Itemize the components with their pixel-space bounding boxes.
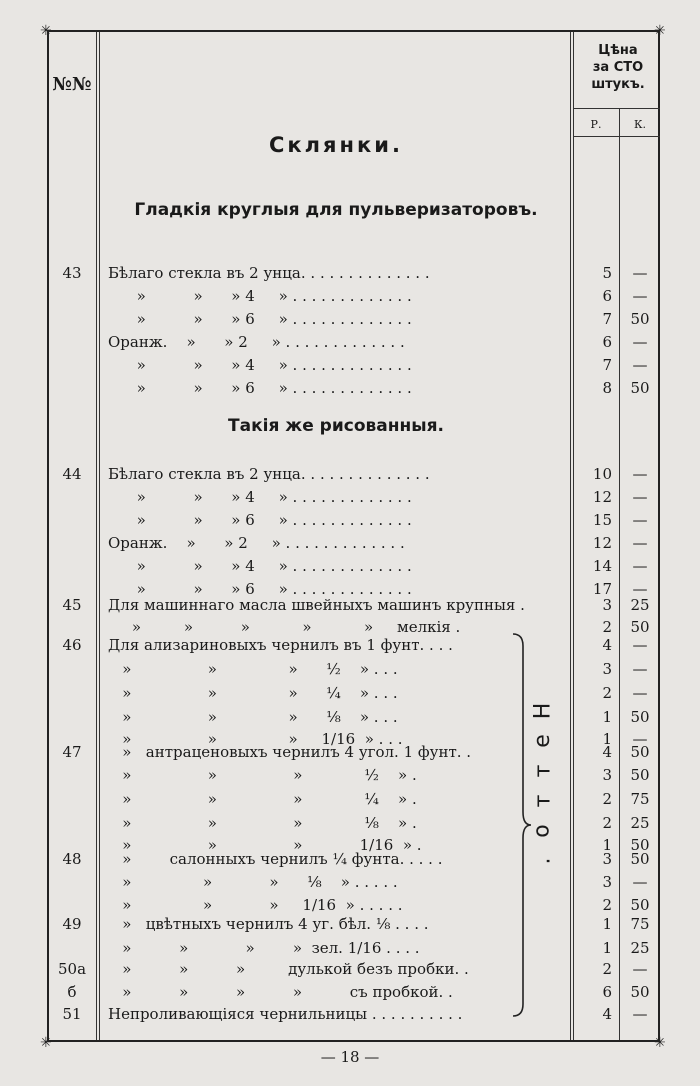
item-description: » » » ⅛ » . <box>108 814 417 832</box>
price-kopecks: — <box>632 488 648 506</box>
price-rubles: 3 <box>602 660 612 678</box>
item-description: » » » ¼ » . . . <box>108 684 398 702</box>
header-rule <box>574 108 660 109</box>
item-description: Бѣлаго стекла въ 2 унца. . . . . . . . . . . . . . <box>108 264 430 282</box>
item-description: » » » 6 » . . . . . . . . . . . . . <box>108 310 412 328</box>
price-rubles: 2 <box>602 896 612 914</box>
item-number: 46 <box>62 636 82 654</box>
price-rubles: 7 <box>602 310 612 328</box>
price-rubles: 2 <box>602 684 612 702</box>
corner-ornament-icon: ✳ <box>654 1035 666 1051</box>
table-row <box>48 634 660 656</box>
price-kopecks: — <box>632 287 648 305</box>
table-row <box>48 871 660 893</box>
price-rubles: 3 <box>602 873 612 891</box>
item-description: » » » 6 » . . . . . . . . . . . . . <box>108 511 412 529</box>
table-row <box>48 377 660 399</box>
price-rubles: 4 <box>602 1005 612 1023</box>
number-column-header: №№ <box>52 74 92 95</box>
item-description: » » » » зел. 1/16 . . . . <box>108 939 420 957</box>
page-title: Склянки. <box>269 133 403 157</box>
table-row <box>48 354 660 376</box>
item-description: » цвѣтныхъ чернилъ 4 уг. бѣл. ⅛ . . . . <box>108 915 429 933</box>
item-description: » » » 4 » . . . . . . . . . . . . . <box>108 287 412 305</box>
item-description: Непроливающіяся чернильницы . . . . . . . . . . <box>108 1005 463 1023</box>
netto-letter: т <box>529 764 555 778</box>
price-rubles: 14 <box>592 557 612 575</box>
item-number: 48 <box>62 850 82 868</box>
netto-letter: о <box>530 824 555 838</box>
item-description: » » » ⅛ » . . . <box>108 708 398 726</box>
table-row <box>48 848 660 870</box>
netto-letter: Н <box>529 702 555 720</box>
item-description: Для машиннаго масла швейныхъ машинъ крупныя . <box>108 596 525 614</box>
section-heading: Такія же рисованныя. <box>228 416 444 436</box>
item-description: » салонныхъ чернилъ ¼ фунта. . . . . <box>108 850 443 868</box>
item-description: » » » ½ » . <box>108 766 417 784</box>
price-rubles: 1 <box>602 939 612 957</box>
price-kopecks: 50 <box>630 836 650 854</box>
price-rubles: 1 <box>602 836 612 854</box>
price-rubles: 2 <box>602 790 612 808</box>
price-kopecks: 50 <box>630 743 650 761</box>
price-rubles: 3 <box>602 850 612 868</box>
table-row <box>48 981 660 1003</box>
price-rubles: 12 <box>592 488 612 506</box>
price-kopecks: 75 <box>630 915 650 933</box>
price-rubles: 1 <box>602 708 612 726</box>
price-rubles: 4 <box>602 636 612 654</box>
netto-letter: т <box>529 794 555 808</box>
item-number: 51 <box>62 1005 82 1023</box>
table-row <box>48 788 660 810</box>
header-rule <box>574 136 660 137</box>
table-row <box>48 764 660 786</box>
item-description: Для ализариновыхъ чернилъ въ 1 фунт. . . . <box>108 636 453 654</box>
netto-letter: . <box>530 857 555 865</box>
price-kopecks: 50 <box>630 708 650 726</box>
table-row <box>48 532 660 554</box>
table-row <box>48 937 660 959</box>
price-rubles: 10 <box>592 465 612 483</box>
item-description: » » » 6 » . . . . . . . . . . . . . <box>108 580 412 598</box>
price-kopecks: 50 <box>630 850 650 868</box>
table-row <box>48 285 660 307</box>
table-row <box>48 741 660 763</box>
table-row <box>48 262 660 284</box>
item-description: » » » 4 » . . . . . . . . . . . . . <box>108 488 412 506</box>
price-kopecks: — <box>632 465 648 483</box>
price-kopecks: — <box>632 730 648 748</box>
price-kopecks: — <box>632 511 648 529</box>
price-rubles: 5 <box>602 264 612 282</box>
item-number: 47 <box>62 743 82 761</box>
table-row <box>48 706 660 728</box>
item-number: 50а <box>57 960 87 978</box>
price-kopecks: — <box>632 356 648 374</box>
price-kopecks: 25 <box>630 939 650 957</box>
item-number: 49 <box>62 915 82 933</box>
price-header-line: за СТО <box>592 60 644 75</box>
netto-letter: е <box>529 734 555 748</box>
price-kopecks: 50 <box>630 896 650 914</box>
price-rubles: 8 <box>602 379 612 397</box>
price-rubles: 6 <box>602 333 612 351</box>
item-number: 43 <box>62 264 82 282</box>
price-kopecks: — <box>632 636 648 654</box>
price-kopecks: 50 <box>630 618 650 636</box>
price-kopecks: — <box>632 1005 648 1023</box>
price-rubles: 17 <box>592 580 612 598</box>
price-rubles: 15 <box>592 511 612 529</box>
price-kopecks: — <box>632 264 648 282</box>
table-row <box>48 812 660 834</box>
price-kopecks: — <box>632 580 648 598</box>
price-kopecks: 50 <box>630 379 650 397</box>
item-description: » » » ½ » . . . <box>108 660 398 678</box>
price-rubles: 2 <box>602 814 612 832</box>
page-number: — 18 — <box>320 1048 380 1066</box>
item-description: » » » 1/16 » . . . . . <box>108 896 403 914</box>
price-rubles: 12 <box>592 534 612 552</box>
item-description: Оранж. » » 2 » . . . . . . . . . . . . . <box>108 534 405 552</box>
item-description: » » » 1/16 » . <box>108 836 422 854</box>
item-description: » » » » съ пробкой. . <box>108 983 453 1001</box>
price-rubles: 3 <box>602 596 612 614</box>
rubles-subheader: Р. <box>590 118 602 131</box>
kopecks-subheader: К. <box>633 118 646 131</box>
corner-ornament-icon: ✳ <box>40 23 52 39</box>
corner-ornament-icon: ✳ <box>654 23 666 39</box>
corner-ornament-icon: ✳ <box>40 1035 52 1051</box>
item-description: Оранж. » » 2 » . . . . . . . . . . . . . <box>108 333 405 351</box>
price-kopecks: — <box>632 333 648 351</box>
table-row <box>48 682 660 704</box>
netto-side-note <box>529 700 555 872</box>
item-description: » » » 6 » . . . . . . . . . . . . . <box>108 379 412 397</box>
price-kopecks: 75 <box>630 790 650 808</box>
price-rubles: 2 <box>602 618 612 636</box>
price-column-header <box>574 42 662 93</box>
price-rubles: 3 <box>602 766 612 784</box>
item-description: » » » ¼ » . <box>108 790 417 808</box>
price-rubles: 6 <box>602 287 612 305</box>
price-kopecks: — <box>632 557 648 575</box>
price-kopecks: 50 <box>630 310 650 328</box>
price-kopecks: — <box>632 873 648 891</box>
price-kopecks: — <box>632 684 648 702</box>
item-description: » » » ⅛ » . . . . . <box>108 873 398 891</box>
price-rubles: 1 <box>602 915 612 933</box>
item-number: б <box>67 983 77 1001</box>
section-heading: Гладкія круглыя для пульверизаторовъ. <box>134 200 538 220</box>
price-kopecks: 25 <box>630 596 650 614</box>
item-description: » антраценовыхъ чернилъ 4 угол. 1 фунт. . <box>108 743 472 761</box>
price-rubles: 2 <box>602 960 612 978</box>
table-row <box>48 486 660 508</box>
item-description: » » » 4 » . . . . . . . . . . . . . <box>108 557 412 575</box>
table-row <box>48 1003 660 1025</box>
table-row <box>48 913 660 935</box>
price-kopecks: — <box>632 534 648 552</box>
price-header-line: штукъ. <box>591 77 645 92</box>
price-header-line: Цѣна <box>598 43 638 58</box>
table-row <box>48 509 660 531</box>
table-row <box>48 463 660 485</box>
price-rubles: 1 <box>602 730 612 748</box>
table-row <box>48 594 660 616</box>
item-number: 45 <box>62 596 82 614</box>
item-number: 44 <box>62 465 82 483</box>
price-rubles: 7 <box>602 356 612 374</box>
price-kopecks: 50 <box>630 766 650 784</box>
item-description: » » » 4 » . . . . . . . . . . . . . <box>108 356 412 374</box>
table-row <box>48 658 660 680</box>
item-description: » » » дулькой безъ пробки. . <box>108 960 469 978</box>
price-kopecks: 25 <box>630 814 650 832</box>
item-description: Бѣлаго стекла въ 2 унца. . . . . . . . . . . . . . <box>108 465 430 483</box>
item-description: » » » » » мелкія . <box>108 618 461 636</box>
table-row <box>48 958 660 980</box>
table-row <box>48 555 660 577</box>
item-description: » » » 1/16 » . . . <box>108 730 403 748</box>
table-row <box>48 331 660 353</box>
table-row <box>48 308 660 330</box>
price-kopecks: — <box>632 960 648 978</box>
price-kopecks: 50 <box>630 983 650 1001</box>
price-rubles: 4 <box>602 743 612 761</box>
price-rubles: 6 <box>602 983 612 1001</box>
price-kopecks: — <box>632 660 648 678</box>
